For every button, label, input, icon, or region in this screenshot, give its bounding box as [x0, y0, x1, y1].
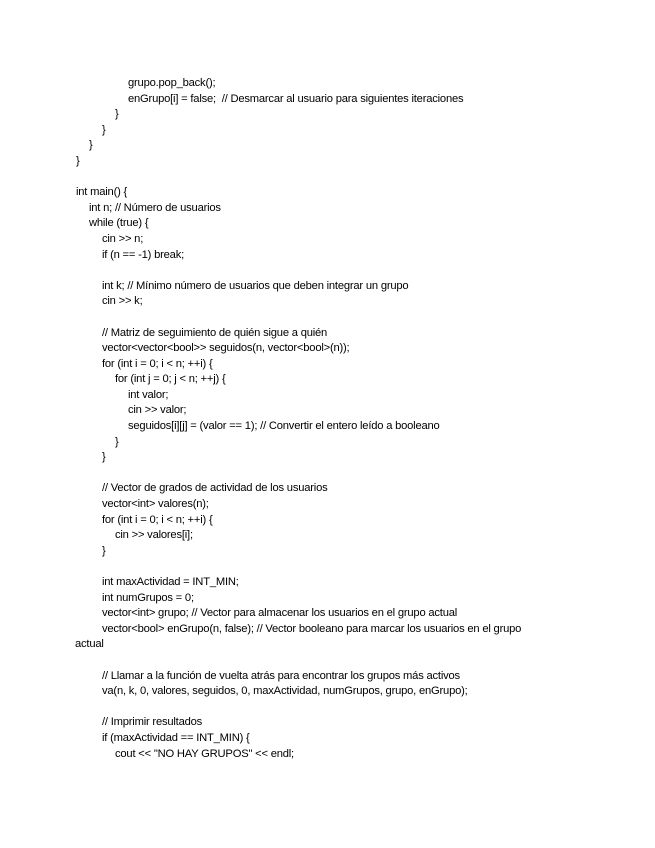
blank-line — [76, 310, 636, 326]
code-line: vector<vector<bool>> seguidos(n, vector<bool>(n)); — [102, 342, 350, 355]
code-line: seguidos[i][j] = (valor == 1); // Convertir el entero leído a booleano — [128, 420, 440, 433]
code-line: int main() { — [76, 186, 128, 199]
code-line: vector<bool> enGrupo(n, false); // Vector booleano para marcar los usuarios en el grupo — [102, 622, 522, 635]
code-line: } — [102, 544, 106, 557]
code-line: if (maxActividad == INT_MIN) { — [102, 731, 250, 744]
blank-line — [76, 653, 636, 669]
code-line: grupo.pop_back(); — [128, 77, 216, 89]
code-line: cout << "NO HAY GRUPOS" << endl; — [115, 747, 294, 760]
code-line: // Llamar a la función de vuelta atrás para encontrar los grupos más activos — [102, 669, 460, 682]
code-line: for (int i = 0; i < n; ++i) { — [102, 513, 213, 526]
code-line: // Matriz de seguimiento de quién sigue a quién — [102, 326, 328, 339]
blank-line — [76, 263, 636, 279]
code-line: cin >> valor; — [128, 404, 187, 417]
code-line: } — [102, 451, 106, 464]
code-line: } — [89, 139, 93, 152]
code-line: vector<int> valores(n); — [102, 498, 209, 511]
blank-line — [76, 466, 636, 482]
code-line: } — [115, 435, 119, 448]
code-line: if (n == -1) break; — [102, 248, 185, 261]
code-line: int maxActividad = INT_MIN; — [102, 576, 239, 588]
code-line: for (int i = 0; i < n; ++i) { — [102, 357, 213, 370]
code-line: cin >> k; — [102, 295, 143, 308]
code-line: cin >> valores[i]; — [115, 529, 193, 542]
code-line-wrapped: actual — [75, 638, 104, 651]
code-line: vector<int> grupo; // Vector para almacenar los usuarios en el grupo actual — [102, 607, 458, 620]
code-line: // Imprimir resultados — [102, 716, 203, 729]
code-line: } — [76, 154, 80, 167]
code-line: } — [115, 108, 119, 121]
code-line: while (true) { — [89, 217, 149, 230]
code-line: enGrupo[i] = false; // Desmarcar al usuario para siguientes iteraciones — [128, 92, 464, 105]
code-line: int valor; — [128, 388, 169, 401]
code-line: int numGrupos = 0; — [102, 591, 194, 604]
code-line: for (int j = 0; j < n; ++j) { — [115, 373, 226, 386]
code-line: int k; // Mínimo número de usuarios que deben integrar un grupo — [102, 279, 409, 292]
blank-line — [76, 170, 636, 186]
code-line: int n; // Número de usuarios — [89, 201, 221, 214]
code-line: cin >> n; — [102, 232, 144, 245]
code-line: // Vector de grados de actividad de los usuarios — [102, 482, 328, 495]
code-line: va(n, k, 0, valores, seguidos, 0, maxActividad, numGrupos, grupo, enGrupo); — [102, 685, 468, 698]
blank-line — [76, 559, 636, 575]
code-block — [76, 76, 636, 762]
blank-line — [76, 700, 636, 716]
code-line: } — [102, 123, 106, 136]
